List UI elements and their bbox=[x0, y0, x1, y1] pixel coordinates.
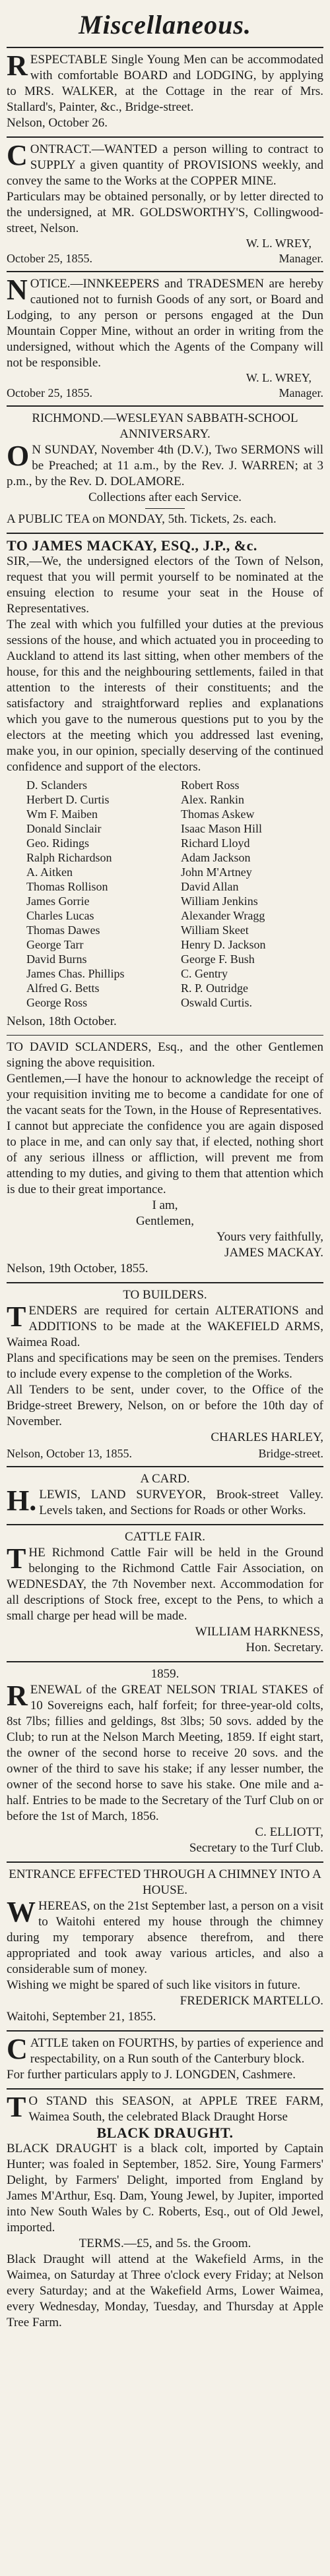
signatory: David Allan bbox=[181, 880, 239, 893]
ad-contract bbox=[7, 136, 323, 271]
ad-signature-row bbox=[7, 1447, 323, 1461]
drop-cap: C bbox=[7, 139, 28, 171]
ad-text: O STAND this SEASON, at APPLE TREE FARM, Waimea South, the celebrated Black Draught Horse bbox=[28, 2094, 323, 2124]
ad-tea: A PUBLIC TEA on MONDAY, 5th. Tickets, 2s. each. bbox=[7, 512, 277, 526]
ad-mackay-reply bbox=[7, 1035, 323, 1282]
ad-text: N SUNDAY, November 4th (D.V.), Two SERMONS will be Preached; at 11 a.m., by the Rev. J. WARREN; at 3 p.m., by the Rev. D. DOLAMORE. bbox=[7, 443, 323, 488]
signatory: William Jenkins bbox=[181, 894, 258, 908]
ad-text: LEWIS, LAND SURVEYOR, Brook-street Valley. Levels taken, and Sections for Roads or other Works. bbox=[39, 1488, 323, 1517]
drop-cap: R bbox=[7, 1680, 28, 1712]
signatory: Charles Lucas bbox=[26, 909, 94, 922]
ad-role: Manager. bbox=[279, 386, 323, 399]
signatory: Ralph Richardson bbox=[26, 851, 112, 864]
signatory: James Chas. Phillips bbox=[26, 967, 125, 980]
ad-date: Nelson, October 26. bbox=[7, 116, 108, 130]
drop-cap: H. bbox=[7, 1484, 37, 1517]
signatory: Henry D. Jackson bbox=[181, 938, 266, 951]
ad-text: ENEWAL of the GREAT NELSON TRIAL STAKES of 10 Sovereigns each, half forfeit; for three-year-old colts, 8st 7lbs; fillies and geldings, 8st 3lbs; 50 sovs. added by the Club; to run at the Nelson March Meeting, 1859. If eight start, the owner of the second horse to receive 20 sovs. and the owner of the third to save his stake; if any lesser number, the owner of the second horse to save his stake. One mile and a-half. Entries to be made to the Secretary of the Turf Club on or before the 1st of March, 1856. bbox=[7, 1683, 323, 1823]
ad-builders-tenders bbox=[7, 1282, 323, 1466]
signatory: Thomas Askew bbox=[181, 807, 255, 821]
ad-role: Hon. Secretary. bbox=[246, 1641, 323, 1654]
signatory: George Tarr bbox=[26, 938, 84, 951]
ad-innkeepers-notice bbox=[7, 271, 323, 405]
ad-text: ONTRACT.—WANTED a person willing to contract to SUPPLY a given quantity of PROVISIONS weekly, and convey the same to the Works at the COPPER MINE. bbox=[7, 142, 323, 188]
ad-text: OTICE.—INNKEEPERS and TRADESMEN are hereby cautioned not to furnish Goods of any sort, or Board and Lodging, to any person or persons engaged at the Dun Mountain Copper Mine, without an order in writing from the undersigned, without which the Agents of the Company will not be responsible. bbox=[7, 277, 323, 370]
drop-cap: T bbox=[7, 1542, 26, 1575]
drop-cap: O bbox=[7, 440, 30, 472]
drop-cap: N bbox=[7, 274, 28, 306]
ad-signer: W. L. WREY, bbox=[246, 371, 312, 384]
ad-wesleyan-anniversary bbox=[7, 405, 323, 533]
ad-text-2: Plans and specifications may be seen on the premises. Tenders to include every expense to the completion of the Works. bbox=[7, 1351, 323, 1381]
ad-text-2: Wishing we might be spared of such like visitors in future. bbox=[7, 1978, 301, 1992]
ad-body-1: SIR,—We, the undersigned electors of the Town of Nelson, request that you will permit yourself to be nominated at the ensuing election to resume your seat in the House of Representatives. bbox=[7, 554, 323, 616]
ad-heading: A CARD. bbox=[140, 1472, 190, 1486]
ad-terms: TERMS.—£5, and 5s. the Groom. bbox=[79, 2237, 251, 2250]
ad-signer: JAMES MACKAY. bbox=[224, 1246, 323, 1260]
ad-body-2: I cannot but appreciate the confidence you are again disposed to place in me, and can only say that, if elected, nothing short of any serious illness or affliction, will prevent me from attending to my duties, and giving to them that attention which is due to their great importance. bbox=[7, 1119, 323, 1196]
closing-3: Yours very faithfully, bbox=[216, 1230, 323, 1244]
closing-2: Gentlemen, bbox=[135, 1214, 195, 1228]
drop-cap: C bbox=[7, 2033, 28, 2065]
ad-mackay-requisition bbox=[7, 533, 323, 1035]
ad-text-2: Particulars may be obtained personally, or by letter directed to the undersigned, at MR. GOLDSWORTHY'S, Collingwood-street, Nelson. bbox=[7, 190, 323, 235]
signatory-list bbox=[26, 778, 323, 1010]
signatory: Alex. Rankin bbox=[181, 793, 244, 806]
ad-heading: TO DAVID SCLANDERS, Esq., and the other Gentlemen signing the above requisition. bbox=[7, 1040, 323, 1070]
ad-cattle-fair bbox=[7, 1524, 323, 1661]
signatory: Donald Sinclair bbox=[26, 822, 102, 835]
ad-body-1: Gentlemen,—I have the honour to acknowledge the receipt of your requisition inviting me to become a candidate for one of the vacant seats for the Town, in the House of Representatives. bbox=[7, 1072, 323, 1117]
ad-cattle-fourths bbox=[7, 2030, 323, 2088]
closing-1: I am, bbox=[152, 1198, 178, 1212]
ad-text-3: Black Draught will attend at the Wakefield Arms, in the Waimea, on Saturday at Three o'clock every Friday; at Nelson every Saturday; and at the Wakefield Arms, Lower Waimea, every Wednesday, Monday, Tuesday, and Thursday at Apple Tree Farm. bbox=[7, 2252, 323, 2329]
ad-heading: ENTRANCE EFFECTED THROUGH A CHIMNEY INTO A HOUSE. bbox=[9, 1867, 321, 1897]
ad-text: ATTLE taken on FOURTHS, by parties of experience and respectability, on a Run south of the Canterbury block. bbox=[30, 2036, 323, 2066]
divider bbox=[145, 508, 185, 509]
ad-date: Nelson, 18th October. bbox=[7, 1014, 117, 1028]
signatory: William Skeet bbox=[181, 923, 249, 937]
ad-signature-row bbox=[7, 386, 323, 400]
ad-young-men-board bbox=[7, 47, 323, 136]
ad-date: Waitohi, September 21, 1855. bbox=[7, 2010, 156, 2024]
signatory: George F. Bush bbox=[181, 952, 255, 966]
ad-heading: RICHMOND.—WESLEYAN SABBATH-SCHOOL ANNIVERSARY. bbox=[32, 411, 298, 441]
ad-heading: TO BUILDERS. bbox=[123, 1288, 207, 1302]
signatory: Thomas Dawes bbox=[26, 923, 100, 937]
ad-signer: WILLIAM HARKNESS, bbox=[195, 1625, 323, 1639]
ad-signer: FREDERICK MARTELLO. bbox=[180, 1994, 323, 2008]
ad-date: Nelson, October 13, 1855. bbox=[7, 1447, 132, 1460]
signatory: Robert Ross bbox=[181, 778, 240, 792]
signatory: Richard Lloyd bbox=[181, 836, 250, 850]
ad-text: HEREAS, on the 21st September last, a person on a visit to Waitohi entered my house through the chimney during my temporary absence therefrom, and there appropriated and took away various articles, and also a considerable sum of money. bbox=[7, 1899, 323, 1976]
ad-date: October 25, 1855. bbox=[7, 386, 92, 399]
signatory: Geo. Ridings bbox=[26, 836, 90, 850]
signatory: Alexander Wragg bbox=[181, 909, 265, 922]
ad-text-2: BLACK DRAUGHT is a black colt, imported by Captain Hunter; was foaled in September, 1852. Sire, Young Farmers' Delight, by Farmers' Delight, imported from England by James M'Arthur, Esq. Dam, Young Jewel, by Jupiter, imported into New South Wales by C. Roberts, Esq., out of Old Jewel, imported. bbox=[7, 2142, 323, 2235]
ad-trial-stakes bbox=[7, 1661, 323, 1861]
signatory: Wm F. Maiben bbox=[26, 807, 98, 821]
ad-role: Manager. bbox=[279, 252, 323, 265]
ad-year: 1859. bbox=[150, 1667, 180, 1681]
signatory: R. P. Outridge bbox=[181, 981, 249, 995]
ad-surveyor-card bbox=[7, 1466, 323, 1524]
section-masthead: Miscellaneous. bbox=[79, 10, 251, 40]
drop-cap: W bbox=[7, 1896, 36, 1928]
ad-text-3: All Tenders to be sent, under cover, to the Office of the Bridge-street Brewery, Nelson, on or before the 10th day of November. bbox=[7, 1383, 323, 1428]
ad-date: Nelson, 19th October, 1855. bbox=[7, 1262, 148, 1275]
drop-cap: R bbox=[7, 49, 28, 82]
ad-collections: Collections after each Service. bbox=[88, 490, 242, 504]
drop-cap: T bbox=[7, 1301, 26, 1333]
signatory: Alfred G. Betts bbox=[26, 981, 100, 995]
horse-name: BLACK DRAUGHT. bbox=[96, 2124, 234, 2141]
ad-text-2: For further particulars apply to J. LONGDEN, Cashmere. bbox=[7, 2068, 296, 2082]
signatory: David Burns bbox=[26, 952, 87, 966]
signatory: Oswald Curtis. bbox=[181, 996, 252, 1009]
signatory: James Gorrie bbox=[26, 894, 90, 908]
signatory: Herbert D. Curtis bbox=[26, 793, 110, 806]
signatory: George Ross bbox=[26, 996, 88, 1009]
signatory: Isaac Mason Hill bbox=[181, 822, 262, 835]
ad-signer: W. L. WREY, bbox=[246, 237, 312, 250]
drop-cap: T bbox=[7, 2091, 26, 2123]
signatory: D. Sclanders bbox=[26, 778, 87, 792]
ad-chimney-entry bbox=[7, 1861, 323, 2030]
ad-signer: CHARLES HARLEY, bbox=[211, 1430, 323, 1444]
ad-text: ESPECTABLE Single Young Men can be accommodated with comfortable BOARD and LODGING, by applying to MRS. WALKER, at the Cottage in the rear of Mrs. Stallard's, Painter, &c., Bridge-street. bbox=[7, 53, 323, 114]
ad-black-draught bbox=[7, 2088, 323, 2336]
ad-signature-row bbox=[7, 252, 323, 266]
ad-heading: CATTLE FAIR. bbox=[124, 1530, 206, 1544]
signatory: Adam Jackson bbox=[181, 851, 251, 864]
ad-body-2: The zeal with which you fulfilled your duties at the previous sessions of the house, and which actuated you in proceeding to Auckland to attend its last sitting, when other members of the house, for this and the neighbouring settlements, failed in that attention to the interests of their constituents; and the satisfactory and straightforward replies and explanations which you gave to the numerous questions put to you by the electors at the meeting which you addressed last evening, make you, in our opinion, specially deserving of the continued confidence and support of the electors. bbox=[7, 618, 323, 774]
ad-text: ENDERS are required for certain ALTERATIONS and ADDITIONS to be made at the WAKEFIELD ARMS, Waimea Road. bbox=[7, 1304, 323, 1349]
signatory: Thomas Rollison bbox=[26, 880, 108, 893]
signatory: C. Gentry bbox=[181, 967, 228, 980]
ad-heading: TO JAMES MACKAY, ESQ., J.P., &c. bbox=[7, 537, 257, 554]
ad-signer: C. ELLIOTT, bbox=[255, 1825, 323, 1839]
signatory: A. Aitken bbox=[26, 865, 73, 879]
ad-text: HE Richmond Cattle Fair will be held in the Ground belonging to the Richmond Cattle Fair Association, on WEDNESDAY, the 7th November next. Accommodation for all descriptions of Stock free, except to the Pens, to which a small charge per head will be made. bbox=[7, 1546, 323, 1623]
ad-role: Secretary to the Turf Club. bbox=[189, 1841, 323, 1855]
ad-place: Bridge-street. bbox=[258, 1447, 323, 1460]
signatory: John M'Artney bbox=[181, 865, 252, 879]
ad-date: October 25, 1855. bbox=[7, 252, 92, 265]
